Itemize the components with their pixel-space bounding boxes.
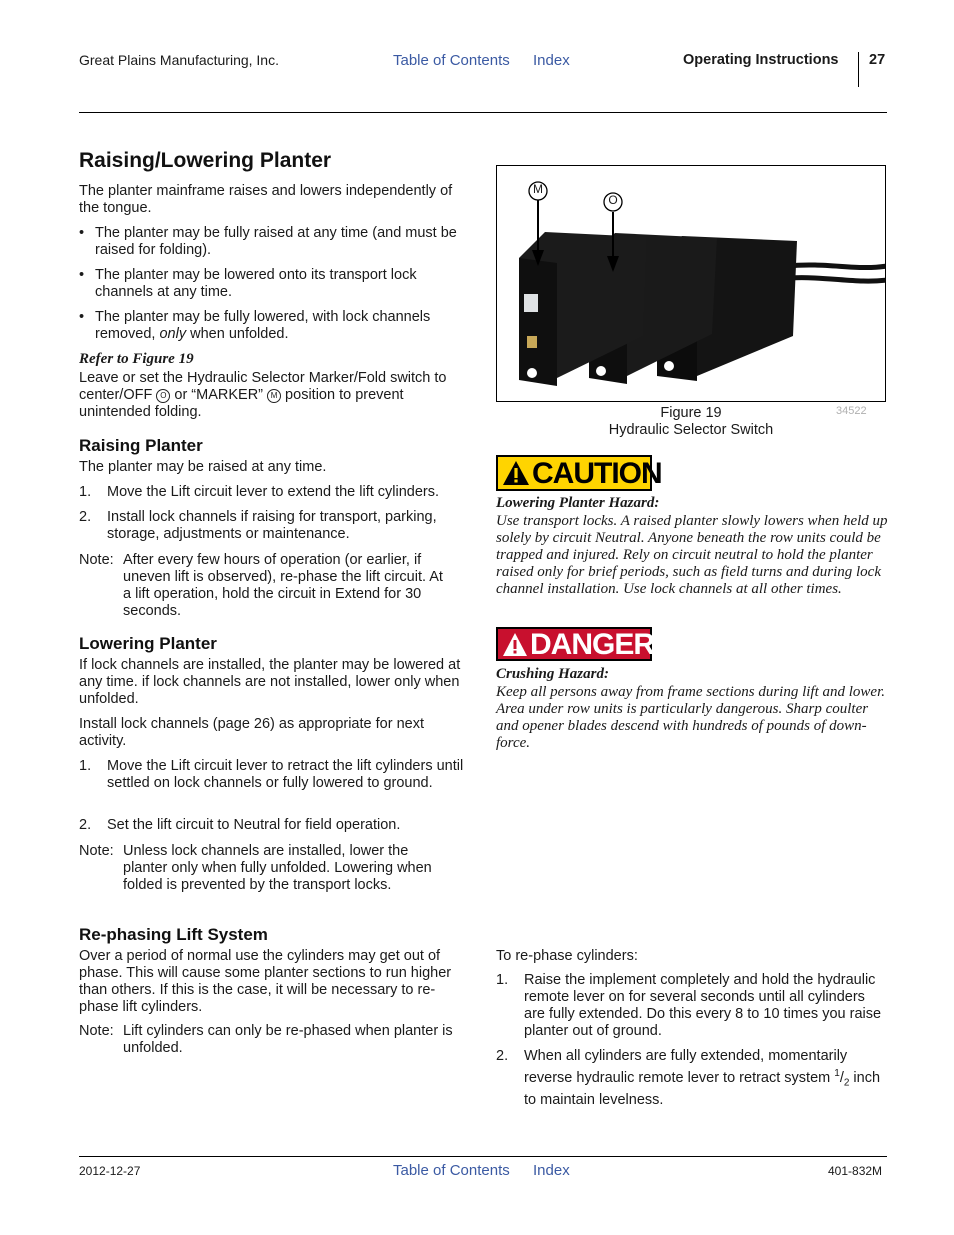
lowering-paragraph: If lock channels are installed, the planter may be lowered at any time. if lock channels are not installed, lower only when unfolded.: [79, 657, 461, 707]
rephasing-heading: Re-phasing Lift System: [79, 925, 268, 944]
note-label: Note:: [79, 1023, 114, 1039]
bullet-text: The planter may be lowered onto its transport lock channels at any time.: [95, 267, 417, 300]
footer-index-link[interactable]: Index: [533, 1162, 570, 1179]
figure-image-number: 34522: [836, 405, 867, 417]
raising-step: [79, 484, 469, 501]
lowering-note: [79, 843, 469, 894]
bullet-item: [79, 309, 469, 343]
rephasing-step: [496, 972, 886, 1040]
warning-triangle-icon: [502, 632, 528, 657]
bullet-text-part: The planter may be fully lowered, with lock channels removed,: [95, 309, 431, 342]
bullet-text-part: when unfolded.: [186, 326, 289, 342]
step-number: 1.: [496, 972, 509, 988]
hydraulic-selector-switch-illustration: [497, 166, 885, 401]
note-label: Note:: [79, 843, 114, 859]
bullet-marker: •: [79, 225, 85, 241]
caution-badge-text: CAUTION: [532, 457, 662, 490]
text-part: inch to maintain levelness.: [524, 1069, 881, 1108]
figure-caption-title: Hydraulic Selector Switch: [608, 422, 774, 438]
lowering-step: [79, 817, 469, 834]
text-part: Leave or set the Hydraulic Selector Marker/Fold switch to center/OFF: [79, 370, 447, 403]
raising-step: [79, 509, 469, 543]
figure-caption-number: Figure 19: [660, 405, 722, 421]
figure-callout-o: O: [608, 193, 618, 207]
bullet-marker: •: [79, 267, 85, 283]
bullet-item: [79, 225, 469, 259]
intro-paragraph: The planter mainframe raises and lowers independently of the tongue.: [79, 183, 453, 216]
step-text: Install lock channels if raising for transport, parking, storage, adjustments or maintenance.: [107, 509, 437, 542]
danger-badge-text: DANGER: [530, 628, 655, 661]
selector-instruction: [79, 370, 471, 421]
raising-note: [79, 552, 469, 620]
caution-hazard-title: Lowering Planter Hazard:: [496, 495, 660, 511]
rephasing-step: [496, 1048, 886, 1109]
danger-hazard-title: Crushing Hazard:: [496, 666, 609, 682]
note-text: After every few hours of operation (or earlier, if uneven lift is observed), re-phase the lift circuit. At a lift operation, hold the circuit in Extend for 30 seconds.: [123, 552, 443, 619]
figure-callout-m: M: [533, 182, 543, 196]
step-text: Move the Lift circuit lever to retract the lift cylinders until settled on lock channels or fully lowered to ground.: [107, 758, 464, 791]
lowering-step: [79, 758, 469, 792]
bullet-marker: •: [79, 309, 85, 325]
header-company: Great Plains Manufacturing, Inc.: [79, 52, 279, 68]
step-number: 2.: [496, 1048, 509, 1064]
bullet-item: [79, 267, 469, 301]
header-page-number: 27: [869, 52, 886, 68]
bullet-text: The planter may be fully raised at any time (and must be raised for folding).: [95, 225, 457, 258]
warning-triangle-icon: [502, 460, 530, 486]
step-text: [524, 1048, 886, 1109]
note-label: Note:: [79, 552, 114, 568]
figure-reference: Refer to Figure 19: [79, 351, 194, 367]
figure-frame: [496, 165, 886, 402]
footer-toc-link[interactable]: Table of Contents: [393, 1162, 510, 1179]
footer-doc-number: 401-832M: [828, 1164, 883, 1178]
step-text: Raise the implement completely and hold the hydraulic remote lever on for several seconds until all cylinders are fully extended. Do this every 8 to 10 times you raise planter out of ground.: [524, 972, 882, 1039]
caution-text: Use transport locks. A raised planter slowly lowers when held up solely by circuit Neutral. Anyone beneath the row units could be trapped and injured. Rely on circuit neutral to hold the planter raised only for brief periods, such as field turns and during lock channel installation. Use lock channels at all other times.: [496, 513, 888, 597]
step-number: 2.: [79, 509, 92, 525]
rephasing-paragraph: Over a period of normal use the cylinders may get out of phase. This will cause some planter sections to run higher than others. If this is the case, it will be necessary to re-phase lift cylinders.: [79, 948, 452, 1015]
lowering-heading: Lowering Planter: [79, 634, 217, 653]
fraction-slash: /: [839, 1069, 844, 1086]
lowering-paragraph: Install lock channels (page 26) as appropriate for next activity.: [79, 716, 424, 749]
step-text: Set the lift circuit to Neutral for field operation.: [107, 817, 401, 833]
rephasing-note: [79, 1023, 469, 1057]
note-text: Unless lock channels are installed, lower the planter only when fully unfolded. Lowering when folded is prevented by the transport locks.: [123, 843, 432, 893]
header-section-title: Operating Instructions: [683, 52, 839, 68]
fraction-numerator: 1: [834, 1068, 840, 1079]
step-number: 2.: [79, 817, 92, 833]
footer-date: 2012-12-27: [79, 1164, 141, 1178]
caution-badge: [496, 455, 662, 491]
text-part: or “MARKER”: [170, 387, 268, 403]
step-number: 1.: [79, 484, 92, 500]
figure-caption: [496, 405, 886, 439]
footer-rule: [79, 1156, 887, 1157]
step-number: 1.: [79, 758, 92, 774]
text-part: When all cylinders are fully extended, momentarily reverse hydraulic remote lever to retract system: [524, 1048, 848, 1086]
header-rule: [79, 112, 887, 113]
note-text: Lift cylinders can only be re-phased when planter is unfolded.: [123, 1023, 453, 1056]
rephasing-intro: To re-phase cylinders:: [496, 948, 638, 964]
circle-o-icon: O: [156, 389, 170, 403]
raising-heading: Raising Planter: [79, 436, 203, 455]
step-text: Move the Lift circuit lever to extend the lift cylinders.: [107, 484, 440, 500]
raising-intro: The planter may be raised at any time.: [79, 459, 327, 475]
page-title: Raising/Lowering Planter: [79, 149, 332, 172]
circle-m-icon: M: [267, 389, 281, 403]
danger-badge: [496, 627, 655, 661]
bullet-text: [95, 309, 469, 343]
fraction-denominator: 2: [843, 1077, 850, 1089]
header-toc-link[interactable]: Table of Contents: [393, 52, 510, 69]
header-index-link[interactable]: Index: [533, 52, 570, 69]
header-divider: [858, 52, 859, 87]
text-part: position to prevent unintended folding.: [79, 387, 404, 420]
danger-text: Keep all persons away from frame sections during lift and lower. Area under row units is particularly dangerous. Sharp coulter and opener blades descend with hundreds of pounds of down-force.: [496, 684, 886, 751]
bullet-emphasis: only: [159, 326, 187, 342]
